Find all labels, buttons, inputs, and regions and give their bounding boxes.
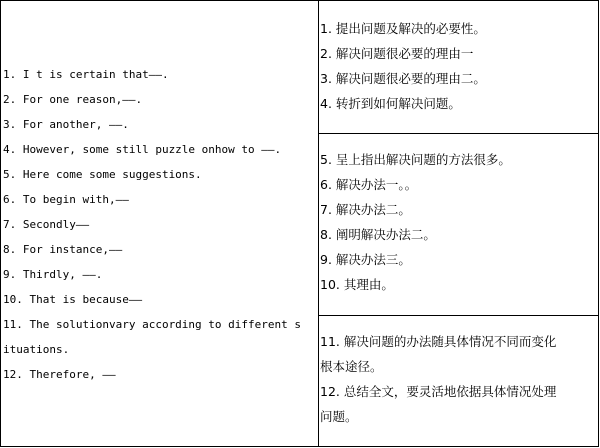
english-phrases-column: [1, 1, 319, 446]
english-line: 6. To begin with,——: [3, 193, 129, 206]
chinese-line: 6. 解决办法一。。: [320, 177, 418, 192]
chinese-explanations-column: [319, 1, 598, 446]
english-line: 3. For another, ——.: [3, 118, 129, 131]
chinese-line: 8. 阐明解决办法二。: [320, 227, 436, 242]
chinese-line: 根本途径。: [320, 359, 383, 374]
english-line: 9. Thirdly, ——.: [3, 268, 103, 281]
english-line: ituations.: [3, 343, 70, 356]
chinese-line: 10. 其理由。: [320, 277, 394, 292]
english-phrases-list: [3, 66, 315, 391]
english-line: 12. Therefore, ——: [3, 368, 116, 381]
english-line: 2. For one reason,——.: [3, 93, 143, 106]
chinese-line: 1. 提出问题及解决的必要性。: [320, 21, 486, 36]
chinese-line: 12. 总结全文，要灵活地依据具体情况处理: [320, 384, 557, 399]
english-line: 10. That is because——: [3, 293, 143, 306]
chinese-line: 问题。: [320, 409, 358, 424]
chinese-line: 4. 转折到如何解决问题。: [320, 96, 461, 111]
english-line: 1. I t is certain that——.: [3, 68, 169, 81]
explanation-block-solutions: [319, 134, 598, 316]
english-line: 7. Secondly——: [3, 218, 90, 231]
chinese-line: 5. 呈上指出解决问题的方法很多。: [320, 152, 511, 167]
chinese-line: 11. 解决问题的办法随具体情况不同而变化: [320, 334, 557, 349]
english-line: 11. The solutionvary according to different s: [3, 318, 302, 331]
chinese-line: 3. 解决问题很必要的理由二。: [320, 71, 486, 86]
chinese-line: 2. 解决问题很必要的理由一: [320, 46, 474, 61]
english-line: 5. Here come some suggestions.: [3, 168, 202, 181]
chinese-line: 9. 解决办法三。: [320, 252, 411, 267]
chinese-line: 7. 解决办法二。: [320, 202, 411, 217]
explanation-block-conclusion: [319, 316, 598, 446]
explanation-block-problem: [319, 1, 598, 134]
english-line: 4. However, some still puzzle onhow to ——.: [3, 143, 282, 156]
english-line: 8. For instance,——: [3, 243, 123, 256]
